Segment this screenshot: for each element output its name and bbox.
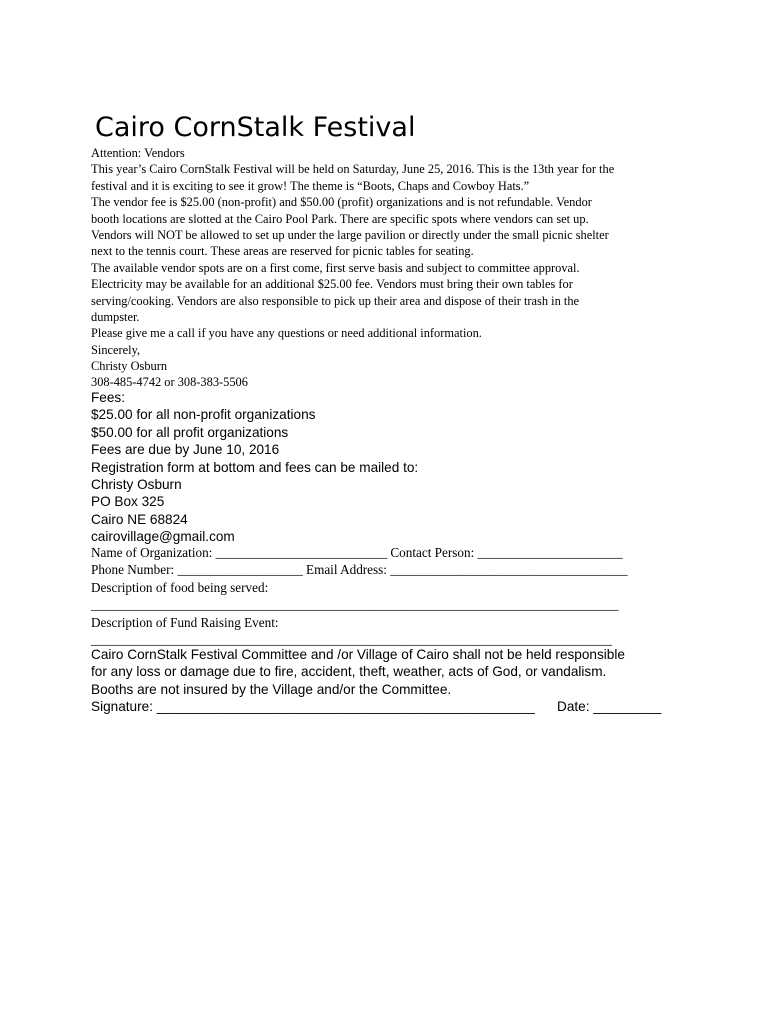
fee-due-date: Fees are due by June 10, 2016	[91, 442, 280, 458]
letter-line: serving/cooking. Vendors are also responsible to pick up their area and dispose of their trash in the	[91, 293, 580, 308]
disclaimer-line: for any loss or damage due to fire, accident, theft, weather, acts of God, or vandalism.	[91, 664, 607, 680]
letter-line: The available vendor spots are on a first come, first serve basis and subject to committee approval.	[91, 260, 580, 275]
letter-line: next to the tennis court. These areas are reserved for picnic tables for seating.	[91, 244, 474, 259]
mailing-po-box: PO Box 325	[91, 494, 165, 510]
registration-form	[91, 544, 691, 648]
fundraising-description-label: Description of Fund Raising Event:	[91, 614, 279, 630]
fee-nonprofit: $25.00 for all non-profit organizations	[91, 407, 316, 423]
food-description-field[interactable]: ________________________________________________________________________________	[91, 597, 619, 613]
mailing-instructions: Registration form at bottom and fees can be mailed to:	[91, 459, 419, 475]
signature-row	[91, 698, 711, 715]
letter-line: Electricity may be available for an additional $25.00 fee. Vendors must bring their own tables for	[91, 277, 573, 292]
letter-line: festival and it is exciting to see it grow! The theme is “Boots, Chaps and Cowboy Hats.”	[91, 178, 530, 193]
fees-section	[91, 389, 691, 546]
disclaimer-line: Booths are not insured by the Village and/or the Committee.	[91, 681, 452, 697]
letter-line: 308-485-4742 or 308-383-5506	[91, 375, 248, 390]
letter-line: Vendors will NOT be allowed to set up under the large pavilion or directly under the small picnic shelter	[91, 227, 609, 242]
fees-heading: Fees:	[91, 390, 125, 405]
letter-line: Sincerely,	[91, 342, 141, 357]
organization-contact-field[interactable]: Name of Organization: __________________________ Contact Person: ______________________	[91, 545, 623, 560]
mailing-name: Christy Osburn	[91, 476, 182, 492]
phone-email-field[interactable]: Phone Number: ___________________ Email Address: ____________________________________	[91, 562, 628, 578]
vendor-letter	[91, 145, 691, 391]
letter-line: The vendor fee is $25.00 (non-profit) and $50.00 (profit) organizations and is not refundable. Vendor	[91, 195, 592, 210]
contact-email: cairovillage@gmail.com	[91, 529, 235, 545]
fee-profit: $50.00 for all profit organizations	[91, 424, 289, 440]
date-field[interactable]: Date: _________	[557, 699, 662, 715]
letter-line: Christy Osburn	[91, 359, 168, 374]
letter-line: This year’s Cairo CornStalk Festival will be held on Saturday, June 25, 2016. This is the 13th year for the	[91, 162, 615, 177]
fundraising-description-field[interactable]: _______________________________________________________________________________	[91, 631, 612, 647]
letter-line: Please give me a call if you have any questions or need additional information.	[91, 326, 482, 341]
page-title: Cairo CornStalk Festival	[95, 112, 416, 143]
letter-line: Attention: Vendors	[91, 146, 185, 160]
mailing-city: Cairo NE 68824	[91, 511, 188, 527]
letter-line: booth locations are slotted at the Cairo Pool Park. There are specific spots where vendors can set up.	[91, 211, 589, 226]
food-description-label: Description of food being served:	[91, 579, 269, 595]
disclaimer-line: Cairo CornStalk Festival Committee and /or Village of Cairo shall not be held responsible	[91, 647, 625, 662]
letter-line: dumpster.	[91, 309, 140, 324]
signature-field[interactable]: Signature: __________________________________________________	[91, 699, 535, 715]
liability-disclaimer	[91, 646, 711, 716]
